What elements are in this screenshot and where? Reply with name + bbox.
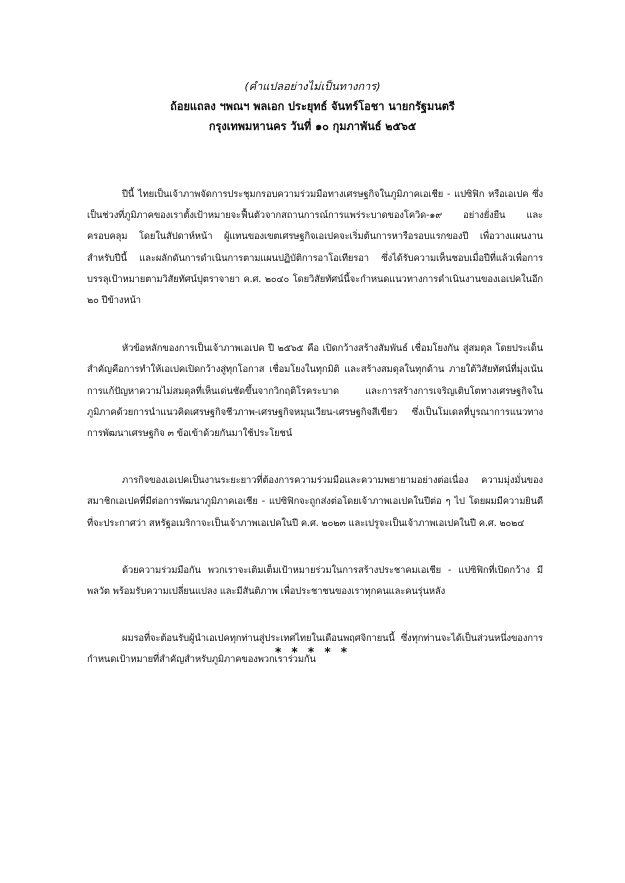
paragraph-1: ปีนี้ ไทยเป็นเจ้าภาพจัดการประชุมกรอบความร่วมมือทางเศรษฐกิจในภูมิภาคเอเชีย - แปซิฟิก หรือเอเปค ซึ่งเป็นช่วงที่ภูมิภาคของเราตั้งเป้าหมายจะฟื้นตัวจากสถานการณ์การแพร่ระบาดของโควิด-๑๙ อย่างยั่งยืน และครอบคลุม โดยในสัปดาห์หน้า ผู้แทนของเขตเศรษฐกิจเอเปคจะเริ่มต้นการหารือรอบแรกของปี เพื่อวางแผนงานสำหรับปีนี้ และผลักดันการดำเนินการตามแผนปฏิบัติการอาโอเทียรอา ซึ่งได้รับความเห็นชอบเมื่อปีที่แล้วเพื่อการบรรลุเป้าหมายตามวิสัยทัศน์ปุตราจายา ค.ศ. ๒๐๔๐ โดยวิสัยทัศน์นี้จะกำหนดแนวทางการดำเนินงานของเอเปคในอีก ๒๐ ปีข้างหน้า [87, 189, 543, 307]
paragraph-2: หัวข้อหลักของการเป็นเจ้าภาพเอเปค ปี ๒๕๖๕ คือ เปิดกว้างสร้างสัมพันธ์ เชื่อมโยงกัน สู่สมดุล โดยประเด็นสำคัญคือการทำให้เอเปคเปิดกว้างสู่ทุกโอกาส เชื่อมโยงในทุกมิติ และสร้างสมดุลในทุกด้าน ภายใต้วิสัยทัศน์ที่มุ่งเน้นการแก้ปัญหาความไม่สมดุลที่เห็นเด่นชัดขึ้นจากวิกฤติโรคระบาด และการสร้างการเจริญเติบโตทางเศรษฐกิจในภูมิภาคด้วยการนำแนวคิดเศรษฐกิจชีวภาพ-เศรษฐกิจหมุนเวียน-เศรษฐกิจสีเขียว ซึ่งเป็นโมเดลที่บูรณาการแนวทางการพัฒนาเศรษฐกิจ ๓ ข้อเข้าด้วยกันมาใช้ประโยชน์ [87, 343, 543, 440]
paragraph-5: ผมรอที่จะต้อนรับผู้นำเอเปคทุกท่านสู่ประเทศไทยในเดือนพฤศจิกายนนี้ ซึ่งทุกท่านจะได้เป็นส่วนหนึ่งของการกำหนดเป้าหมายที่สำคัญสำหรับภูมิภาคของพวกเราร่วมกัน [87, 633, 543, 666]
document-title: ถ้อยแถลง ฯพณฯ พลเอก ประยุทธ์ จันทร์โอชา นายกรัฐมนตรี [170, 100, 455, 113]
paragraph-3: ภารกิจของเอเปคเป็นงานระยะยาวที่ต้องการความร่วมมือและความพยายามอย่างต่อเนื่อง ความมุ่งมั่นของสมาชิกเอเปคที่มีต่อการพัฒนาภูมิภาคเอเชีย - แปซิฟิกจะถูกส่งต่อโดยเจ้าภาพเอเปคในปีต่อ ๆ ไป โดยผมมีความยินดีที่จะประกาศว่า สหรัฐอเมริกาจะเป็นเจ้าภาพเอเปคในปี ค.ศ. ๒๐๒๓ และเปรูจะเป็นเจ้าภาพเอเปคในปี ค.ศ. ๒๐๒๔ [87, 475, 543, 529]
unofficial-translation-note: (คำแปลอย่างไม่เป็นทางการ) [244, 80, 381, 93]
end-separator: * * * * * [274, 645, 351, 659]
paragraph-4: ด้วยความร่วมมือกัน พวกเราจะเติมเต็มเป้าหมายร่วมในการสร้างประชาคมเอเชีย - แปซิฟิกที่เปิดกว้าง มีพลวัต พร้อมรับความเปลี่ยนแปลง และมีสันติภาพ เพื่อประชาชนของเราทุกคนและคนรุ่นหลัง [87, 564, 543, 598]
document-body [87, 184, 543, 696]
document-header [0, 77, 625, 137]
place-date-line: กรุงเทพมหานคร วันที่ ๑๐ กุมภาพันธ์ ๒๕๖๕ [208, 120, 417, 133]
